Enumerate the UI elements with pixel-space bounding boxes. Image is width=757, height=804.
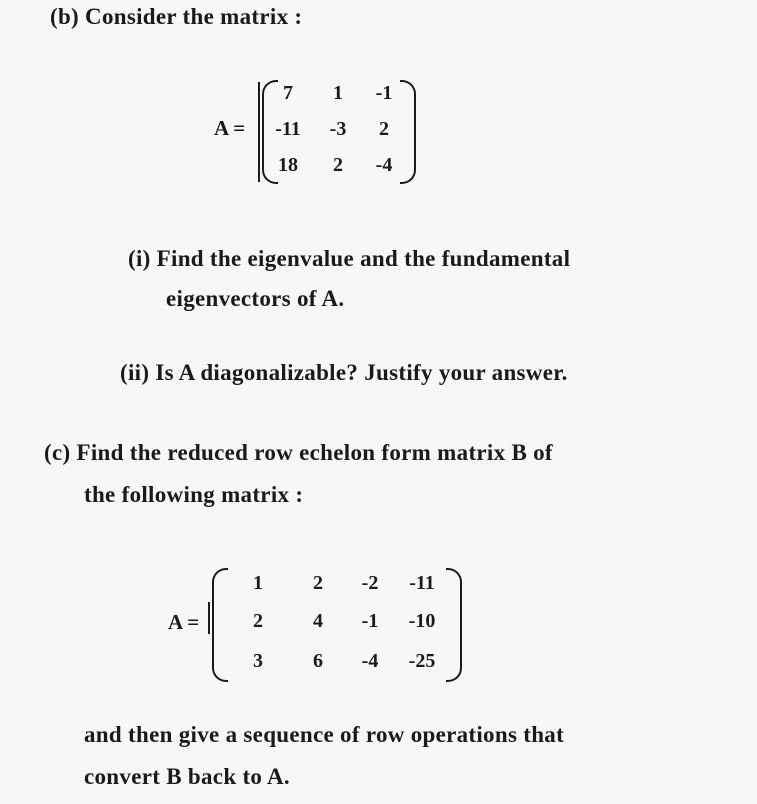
part-b-heading: (b) Consider the matrix : <box>50 4 303 29</box>
matrix-c-label: A = <box>168 610 200 634</box>
matrix-c-left-paren <box>212 568 228 682</box>
matrix-b-cell: 2 <box>379 118 389 140</box>
part-b-item-ii: (ii) Is A diagonalizable? Justify your answer. <box>120 360 568 385</box>
matrix-c-cell: -11 <box>409 572 435 594</box>
matrix-b-cell: 1 <box>333 82 343 104</box>
matrix-b-label: A = <box>214 116 246 140</box>
matrix-c-cell: 3 <box>253 650 263 672</box>
matrix-c-cell: -1 <box>361 610 379 632</box>
part-c-footer-line2: convert B back to A. <box>84 764 290 789</box>
part-c-footer-line1: and then give a sequence of row operations that <box>84 722 565 747</box>
matrix-b-left-bracket <box>258 82 260 182</box>
part-b-item-i-line1: (i) Find the eigenvalue and the fundamental <box>128 246 571 271</box>
matrix-c-cell: -25 <box>408 650 436 672</box>
matrix-c-cell: 4 <box>313 610 323 632</box>
matrix-c-cell: -2 <box>361 572 379 594</box>
matrix-b-cell: 2 <box>333 154 343 176</box>
part-c-heading-line2: the following matrix : <box>84 482 304 507</box>
matrix-c <box>168 564 468 684</box>
matrix-b-cell: -1 <box>375 82 393 104</box>
matrix-c-cell: 1 <box>253 572 263 594</box>
matrix-b-cell: 18 <box>278 154 298 176</box>
matrix-c-right-paren <box>446 568 462 682</box>
matrix-c-cell: -4 <box>361 650 379 672</box>
matrix-b-cell: -11 <box>275 118 301 140</box>
matrix-c-cell: 2 <box>253 610 263 632</box>
part-c-heading-line1: (c) Find the reduced row echelon form matrix B of <box>44 440 553 465</box>
matrix-c-cell: 6 <box>313 650 323 672</box>
matrix-b-cell: -4 <box>375 154 393 176</box>
matrix-c-cell: -10 <box>408 610 436 632</box>
matrix-b <box>214 76 424 186</box>
matrix-b-cell: -3 <box>329 118 347 140</box>
matrix-c-left-bracket <box>208 602 210 634</box>
matrix-c-cell: 2 <box>313 572 323 594</box>
part-b-item-i-line2: eigenvectors of A. <box>166 286 345 311</box>
matrix-b-cell: 7 <box>283 82 293 104</box>
